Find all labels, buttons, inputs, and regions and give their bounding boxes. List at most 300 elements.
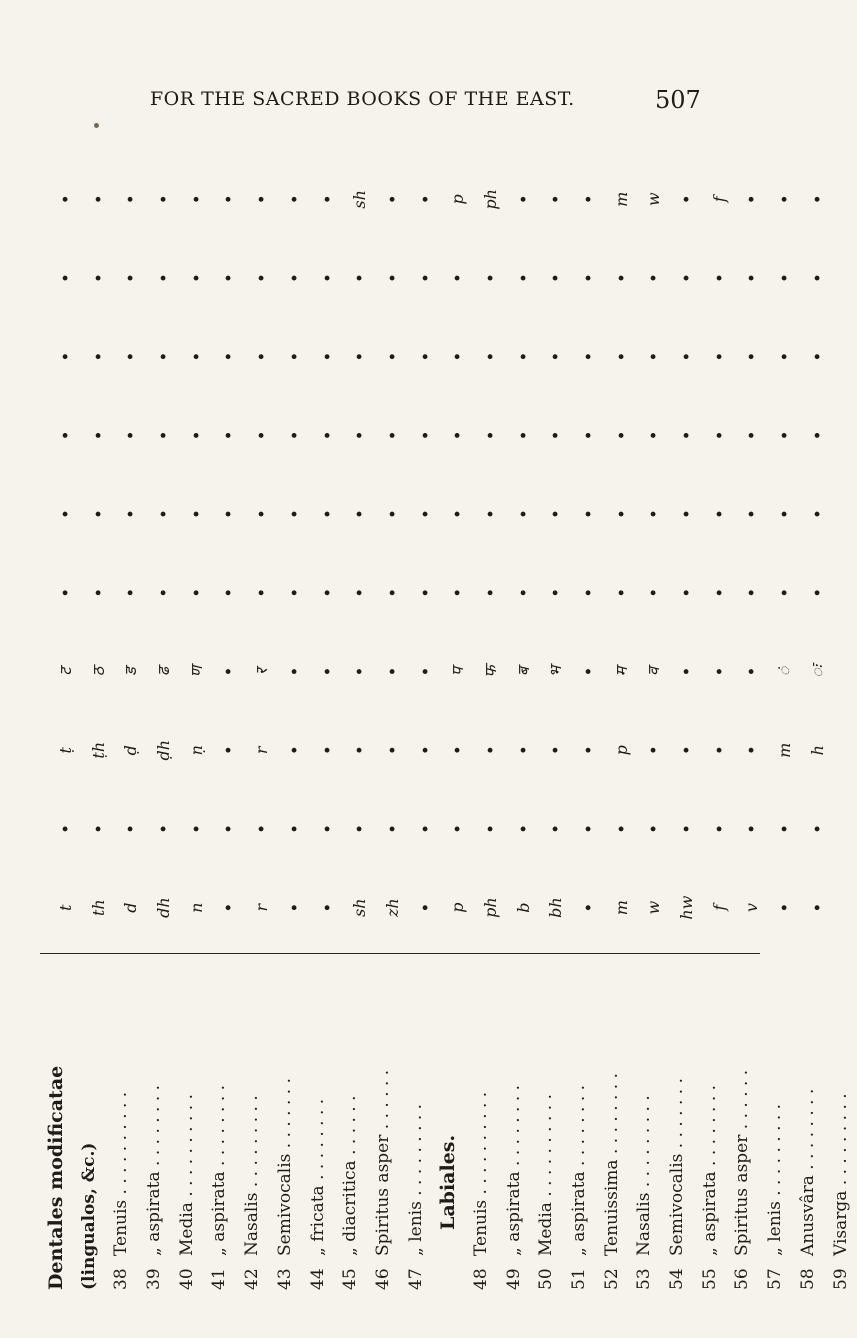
table-row [498,960,531,1290]
table-cell [213,160,246,239]
table-cell [638,317,671,396]
table-row [694,960,727,1290]
table-cell [312,553,345,632]
table-cell [508,396,541,475]
row-number: 59 [830,1268,851,1290]
row-number: 58 [797,1268,818,1290]
row-number: 49 [503,1268,524,1290]
table-cell [802,396,835,475]
row-label: „ aspirata . . . . . . . . [209,1084,230,1256]
table-row [400,960,433,1290]
table-cell [736,160,769,239]
table-cell: t [56,904,75,911]
table-cell: w [644,900,664,915]
table-cell [508,160,541,239]
table-cell [312,790,345,869]
table-cell [344,475,377,554]
table-cell [410,160,443,239]
table-cell [279,317,312,396]
table-cell [704,475,737,554]
table-cell: f [709,904,729,911]
table-cell [377,160,410,239]
table-row [465,960,498,1290]
table-cell [50,396,83,475]
table-cell [246,396,279,475]
table-cell [540,711,573,790]
column-rule [40,953,760,954]
table-cell [442,711,475,790]
table-cell: h [807,745,827,756]
table-cell: bh [546,897,566,918]
table-cell [802,475,835,554]
table-cell [377,475,410,554]
table-row [236,960,269,1290]
row-number: 55 [699,1268,720,1290]
table-cell [181,239,214,318]
table-cell [312,239,345,318]
table-cell [769,317,802,396]
table-cell [442,475,475,554]
col-4-nepali [40,632,827,711]
row-number: 51 [569,1268,589,1290]
table-cell [83,317,116,396]
row-label: Nasalis . . . . . . . . . [242,1095,263,1256]
table-cell [246,239,279,318]
table-cell [377,396,410,475]
table-row [367,960,400,1290]
table-cell [410,632,443,711]
row-label: Tenuis . . . . . . . . . . [470,1091,491,1256]
table-cell [50,790,83,869]
table-cell [769,396,802,475]
table-row [825,960,857,1290]
table-cell [410,317,443,396]
alphabet-table [40,160,851,1290]
table-cell [573,239,606,318]
table-row [138,960,171,1290]
table-cell [573,632,606,711]
table-cell [671,711,704,790]
table-cell [213,396,246,475]
script-columns [40,160,827,947]
table-cell: m [611,900,631,916]
table-cell [475,317,508,396]
row-label: „ lenis . . . . . . . . . [405,1103,426,1256]
row-label: „ aspirata . . . . . . . . [699,1084,720,1256]
table-cell [736,632,769,711]
table-cell [671,396,704,475]
table-cell [279,553,312,632]
row-number: 50 [536,1268,557,1290]
table-cell [213,711,246,790]
table-cell [442,790,475,869]
table-cell [638,790,671,869]
table-cell [83,475,116,554]
table-cell [181,475,214,554]
table-cell [213,553,246,632]
table-cell [736,790,769,869]
table-cell: ब [513,666,533,677]
table-cell [573,790,606,869]
table-cell [279,711,312,790]
table-cell [606,553,639,632]
table-cell [410,239,443,318]
row-label: Semivocalis . . . . . . . [274,1077,295,1256]
table-cell [704,632,737,711]
table-cell [181,790,214,869]
table-cell: ph [480,897,500,918]
row-label: „ fricata . . . . . . . . [307,1098,328,1256]
group-title: Labiales. [437,1134,460,1230]
table-cell: ट [56,667,75,676]
row-number: 53 [634,1268,655,1290]
table-cell: p [448,902,468,913]
table-cell [638,239,671,318]
table-cell [736,711,769,790]
table-row [628,960,661,1290]
table-cell [671,553,704,632]
table-cell [83,396,116,475]
table-cell [377,790,410,869]
table-cell: b [513,902,533,913]
group-title: Dentales modificatae [45,1065,67,1290]
table-cell [246,317,279,396]
table-cell: dh [154,897,174,918]
page-number: 507 [655,86,701,114]
table-cell [802,239,835,318]
row-label: Media . . . . . . . . . . [536,1094,557,1256]
group-subtitle: (lingualos, &c.) [78,1142,99,1290]
table-cell [573,396,606,475]
table-cell [540,475,573,554]
table-cell [148,553,181,632]
col-9-chinese [40,239,760,318]
row-label: Nasalis . . . . . . . . . [634,1095,655,1256]
table-cell: f [709,196,729,203]
table-cell [442,396,475,475]
col-8-hebrew [40,317,760,396]
table-cell [671,632,704,711]
table-cell [606,475,639,554]
table-cell: r [252,903,272,912]
table-row [203,960,236,1290]
row-number: 40 [176,1268,197,1290]
table-cell [736,317,769,396]
table-cell [736,475,769,554]
table-cell [115,160,148,239]
table-cell [638,475,671,554]
table-cell: प [448,667,468,677]
col-7-zend [40,396,760,475]
table-cell [279,160,312,239]
table-row [171,960,204,1290]
row-number: 48 [470,1268,491,1290]
col-3-italic [40,711,827,790]
table-cell [312,160,345,239]
table-row [334,960,367,1290]
table-cell: d [121,902,141,913]
col-10-sh [40,160,760,239]
row-number: 52 [601,1268,622,1290]
row-number: 45 [340,1268,361,1290]
table-cell [213,868,246,947]
table-cell [312,868,345,947]
table-cell [573,553,606,632]
table-cell [540,553,573,632]
table-cell [769,160,802,239]
table-cell [606,317,639,396]
table-cell [736,396,769,475]
table-cell [508,475,541,554]
table-cell [475,396,508,475]
table-row [530,960,563,1290]
table-cell [704,239,737,318]
table-cell [573,711,606,790]
table-cell [377,711,410,790]
table-row [726,960,759,1290]
table-cell [802,790,835,869]
table-cell: sh [350,190,370,209]
table-cell [704,553,737,632]
table-cell [279,475,312,554]
table-cell: म [611,666,631,677]
table-cell [508,317,541,396]
ink-smudge [94,123,99,128]
table-cell [181,317,214,396]
table-row [596,960,629,1290]
table-cell [638,396,671,475]
table-row [269,960,302,1290]
table-cell [410,868,443,947]
table-cell [213,239,246,318]
table-cell [704,317,737,396]
table-cell [377,553,410,632]
table-cell [344,317,377,396]
table-cell [638,553,671,632]
table-cell: m [611,191,631,207]
row-label: „ lenis . . . . . . . . . [765,1103,786,1256]
row-label: Semivocalis . . . . . . . [667,1077,688,1256]
table-cell [83,239,116,318]
table-cell [540,317,573,396]
table-cell: र [252,668,272,675]
table-cell [115,239,148,318]
table-cell [704,790,737,869]
table-cell [115,317,148,396]
table-cell [540,790,573,869]
row-label: Media . . . . . . . . . . [176,1094,197,1256]
table-cell [671,160,704,239]
row-number: 43 [274,1268,295,1290]
table-cell [213,790,246,869]
table-cell [573,868,606,947]
table-cell [246,475,279,554]
table-cell: ठ [88,666,108,677]
table-cell [148,396,181,475]
table-cell [279,790,312,869]
table-cell [50,239,83,318]
row-label: „ aspirata . . . . . . . . [503,1084,524,1256]
table-cell [246,160,279,239]
table-cell [115,790,148,869]
table-cell [671,317,704,396]
row-number: 39 [144,1268,165,1290]
col-5-persian [40,553,760,632]
table-cell [638,711,671,790]
table-cell: ph [480,189,500,210]
table-cell [148,790,181,869]
table-cell [83,160,116,239]
table-cell [312,317,345,396]
table-row [661,960,694,1290]
table-cell [606,790,639,869]
table-cell [50,160,83,239]
table-cell: m [775,742,795,758]
table-cell [671,239,704,318]
table-cell [508,553,541,632]
table-cell: ṭ [56,747,75,754]
table-cell [312,475,345,554]
table-row [759,960,792,1290]
table-cell: v [742,903,762,913]
row-number: 38 [111,1268,132,1290]
row-number: 56 [732,1268,753,1290]
table-cell [377,239,410,318]
table-cell [148,475,181,554]
table-cell [279,632,312,711]
table-cell: ं [775,666,795,677]
table-row [792,960,825,1290]
table-cell [671,475,704,554]
row-number: 57 [765,1268,786,1290]
table-row [302,960,335,1290]
table-cell [344,239,377,318]
row-label: „ aspirata . . . . . . . . [569,1084,589,1256]
table-cell [540,160,573,239]
table-row [105,960,138,1290]
row-number: 41 [209,1268,230,1290]
row-number: 47 [405,1268,426,1290]
table-cell [181,160,214,239]
table-cell [246,553,279,632]
row-number: 44 [307,1268,328,1290]
table-cell [312,396,345,475]
row-label: Anusvâra . . . . . . . . [797,1088,818,1256]
table-cell: ṭh [88,741,108,759]
table-row [563,960,596,1290]
table-cell [573,475,606,554]
table-cell [410,711,443,790]
table-cell [769,239,802,318]
table-cell [802,160,835,239]
table-cell [736,553,769,632]
table-cell [769,475,802,554]
table-cell [148,317,181,396]
row-label: Spiritus asper . . . . . . [372,1069,393,1256]
table-cell [540,239,573,318]
table-cell: hw [677,895,697,920]
table-cell: n [186,902,206,913]
row-label: „ aspirata . . . . . . . . [144,1084,165,1256]
table-cell: zh [382,898,402,918]
table-cell [802,868,835,947]
table-cell [802,317,835,396]
table-cell: w [644,192,664,207]
table-cell [769,553,802,632]
table-cell [344,553,377,632]
table-cell [50,317,83,396]
col-2 [40,790,760,869]
table-cell: th [88,899,108,917]
page-header [0,88,800,118]
row-number: 54 [667,1268,688,1290]
table-cell [410,475,443,554]
table-cell [181,553,214,632]
table-cell: ṇ [186,745,206,756]
table-cell [115,396,148,475]
table-cell: ण [186,665,206,678]
table-cell [508,711,541,790]
table-cell [475,553,508,632]
table-cell [279,239,312,318]
table-cell [410,396,443,475]
table-cell [442,317,475,396]
table-cell [148,160,181,239]
table-cell [115,553,148,632]
row-label: Tenuis . . . . . . . . . . [111,1091,132,1256]
table-cell [83,553,116,632]
table-cell: व [644,667,664,676]
table-cell [442,239,475,318]
row-label: Visarga . . . . . . . . . [830,1093,851,1256]
table-cell: ढ [154,667,174,677]
table-cell [148,239,181,318]
table-cell [736,239,769,318]
table-cell [279,396,312,475]
table-cell [704,396,737,475]
table-cell [115,475,148,554]
running-title: FOR THE SACRED BOOKS OF THE EAST. [150,88,575,110]
table-cell [246,790,279,869]
table-cell [573,160,606,239]
table-cell: r [252,746,272,755]
table-cell [377,317,410,396]
table-cell: फ [480,665,500,678]
table-cell [181,396,214,475]
table-cell: p [611,745,631,756]
table-cell [344,396,377,475]
table-cell [213,317,246,396]
table-cell [606,396,639,475]
table-cell: sh [350,898,370,917]
table-cell [213,475,246,554]
table-cell [475,790,508,869]
table-cell: ड [121,667,141,676]
table-cell [442,553,475,632]
row-number: 42 [242,1268,263,1290]
table-cell [508,790,541,869]
table-cell [475,711,508,790]
table-cell [769,790,802,869]
table-cell [83,790,116,869]
table-cell [377,632,410,711]
row-label: „ diacritica . . . . . . [340,1095,361,1256]
table-cell: भ [546,665,566,678]
table-cell [573,317,606,396]
table-cell [410,790,443,869]
table-cell: ः [807,665,827,678]
row-number: 46 [372,1268,393,1290]
